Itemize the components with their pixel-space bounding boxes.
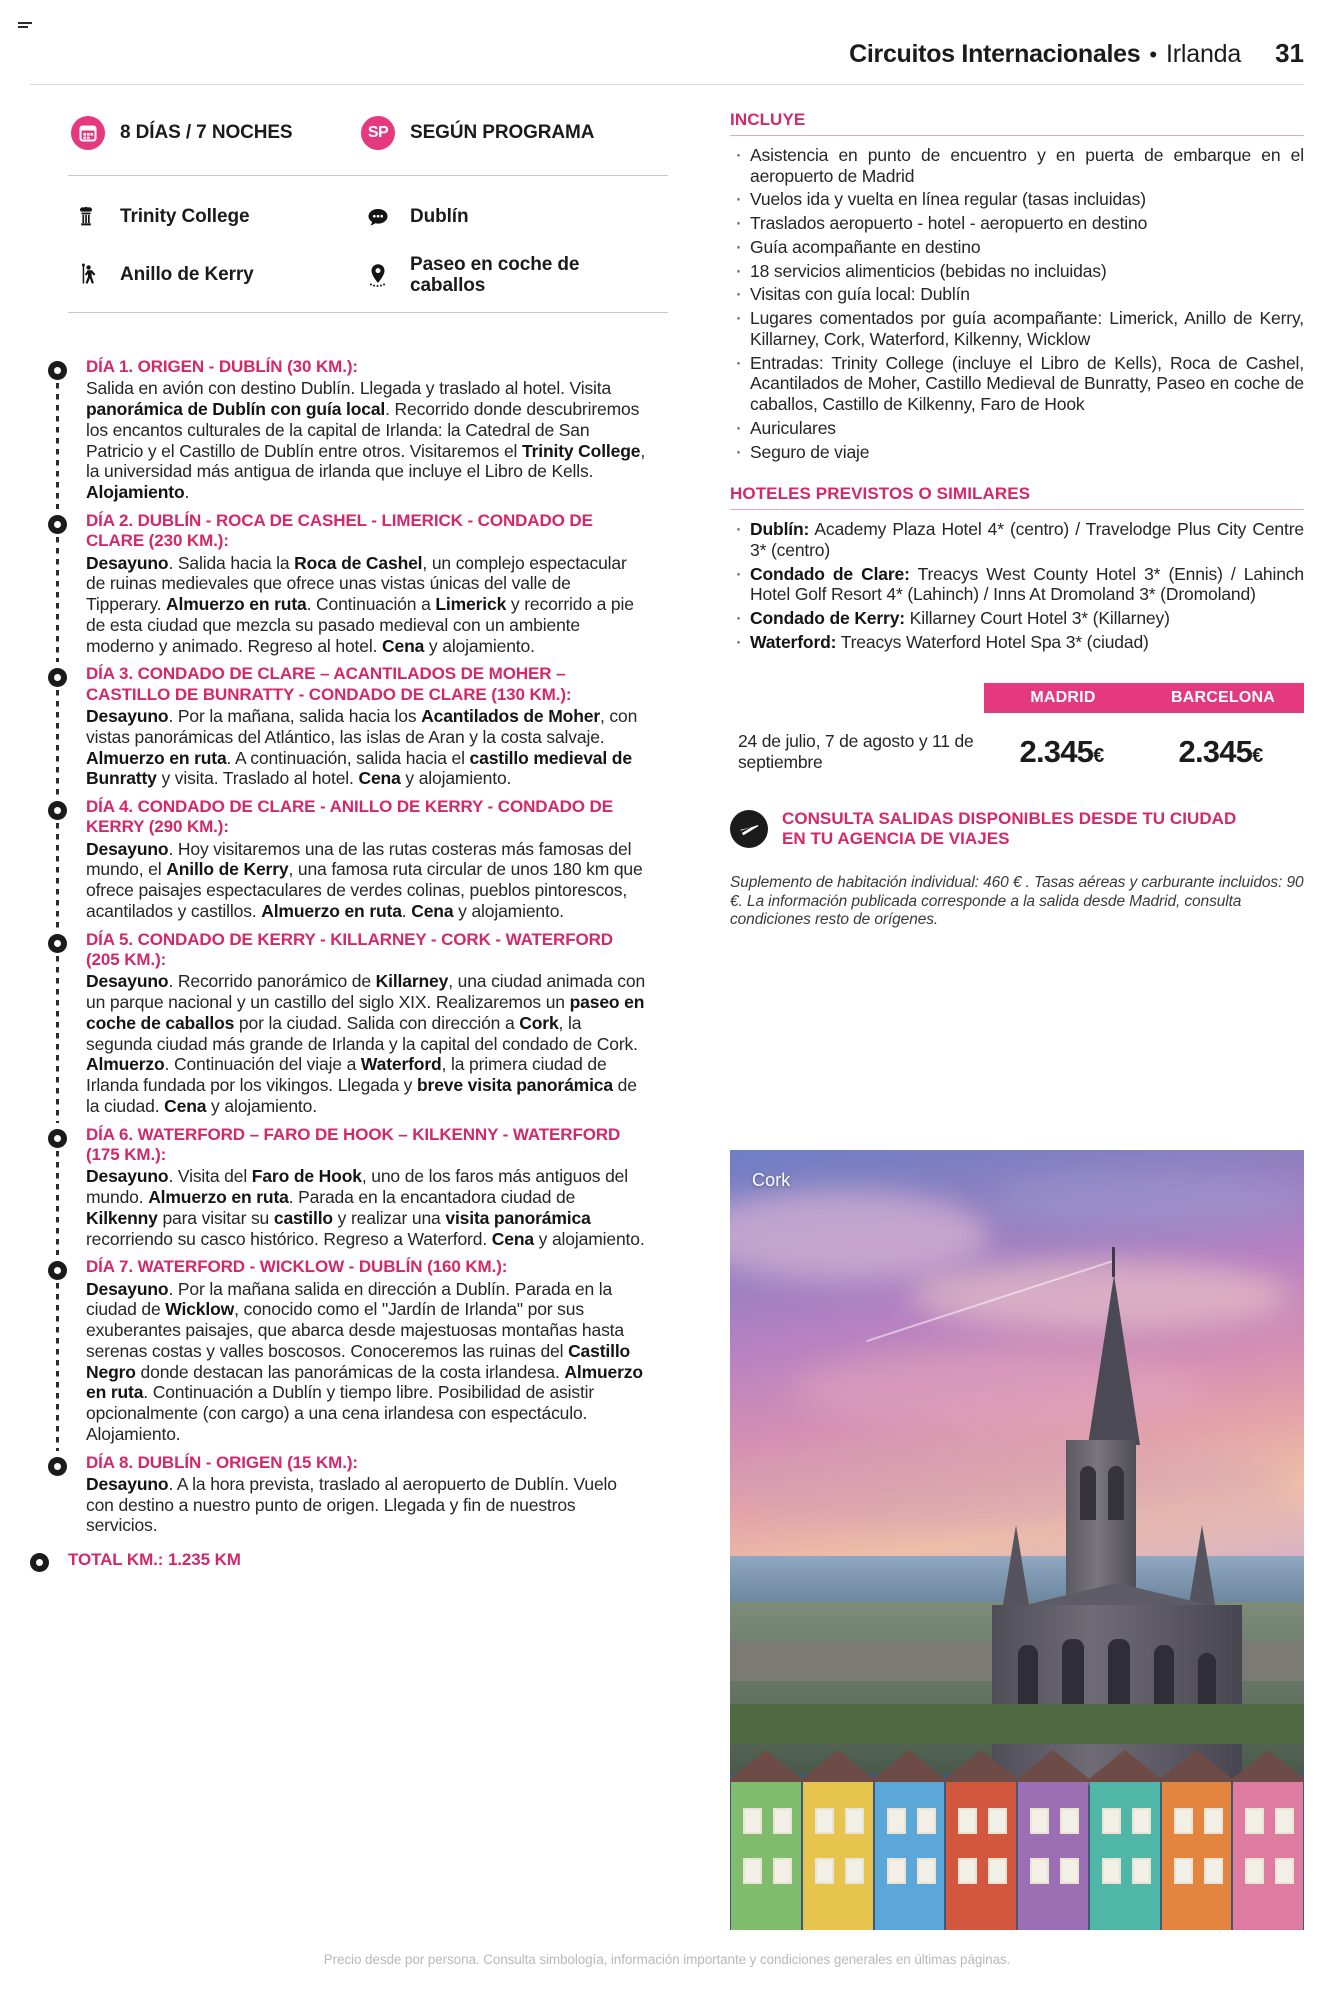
incluye-item: · Entradas: Trinity College (incluye el Libro de Kells), Roca de Cashel, Acantilados de Moher, Castillo Medieval de Bunratty, Paseo en coche de caballos, Castillo de Kilkenny, Faro de Hook — [730, 353, 1304, 415]
header-separator: • — [1149, 42, 1158, 67]
feature-label: Dublín — [410, 206, 469, 228]
incluye-item: · Visitas con guía local: Dublín — [730, 284, 1304, 305]
itinerary-day — [48, 1125, 648, 1250]
itinerary-day — [48, 930, 648, 1117]
speech-bubble-icon — [358, 197, 398, 237]
feature-label: Paseo en coche de caballos — [410, 253, 580, 296]
day-title: DÍA 6. WATERFORD – FARO DE HOOK – KILKENNY - WATERFORD (175 KM.): — [86, 1124, 621, 1164]
incluye-item: · 18 servicios alimenticios (bebidas no incluidas) — [730, 261, 1304, 282]
feature-dublin-guide — [358, 194, 648, 240]
day-title: DÍA 7. WATERFORD - WICKLOW - DUBLÍN (160 KM.): — [86, 1257, 508, 1277]
feature-label: Anillo de Kerry — [120, 264, 254, 286]
price-madrid-amount: 2.345 — [1019, 733, 1094, 769]
hiker-icon — [68, 255, 108, 295]
incluye-item: · Guía acompañante en destino — [730, 237, 1304, 258]
feature-trinity-college — [68, 194, 358, 240]
price-barcelona-amount: 2.345 — [1178, 733, 1253, 769]
crop-mark — [18, 22, 32, 31]
sp-badge-text: SP — [367, 124, 389, 141]
destination-photo — [730, 1150, 1304, 1930]
day-title: DÍA 3. CONDADO DE CLARE – ACANTILADOS DE MOHER – CASTILLO DE BUNRATTY - CONDADO DE CLARE (130 KM.): — [86, 664, 572, 704]
incluye-item: · Lugares comentados por guía acompañante: Limerick, Anillo de Kerry, Killarney, Cork, Waterford, Kilkenny, Wicklow — [730, 308, 1304, 349]
itinerary-day — [48, 357, 648, 503]
day-title: DÍA 4. CONDADO DE CLARE - ANILLO DE KERRY - CONDADO DE KERRY (290 KM.): — [86, 796, 613, 837]
page-number: 31 — [1275, 38, 1304, 68]
ring-bullet-icon — [48, 361, 67, 380]
header-country: Irlanda — [1166, 40, 1242, 68]
itinerary-day — [48, 1257, 648, 1444]
feature-duration — [68, 110, 358, 156]
ring-bullet-icon — [48, 1261, 67, 1280]
consulta-text — [782, 809, 1236, 850]
day-body: Desayuno. Recorrido panorámico de Killarney, una ciudad animada con un parque nacional y un castillo del siglo XIX. Realizaremos un paseo en coche de caballos por la ciudad. Salida con dirección a Cork, la segunda ciudad más grande de Irlanda y la capital del condado de Cork. Almuerzo. Continuación del viaje a Waterford, la primera ciudad de Irlanda fundada por los vikingos. Llegada y breve visita panorámica de la ciudad. Cena y alojamiento. — [86, 971, 646, 1116]
ring-bullet-icon — [48, 1129, 67, 1148]
hotel-item: · Condado de Kerry: Killarney Court Hotel 3* (Killarney) — [730, 608, 1304, 629]
plane-circle-icon — [730, 810, 768, 848]
itinerary-day — [48, 1453, 648, 1537]
incluye-item: · Seguro de viaje — [730, 442, 1304, 463]
calendar-icon — [68, 113, 108, 153]
page-title: Circuitos Internacionales — [849, 40, 1141, 68]
price-col-madrid: MADRID — [984, 683, 1142, 713]
day-body: Desayuno. Salida hacia la Roca de Cashel, un complejo espectacular de ruinas medievales que ofrece unas vistas únicas del valle de Tipperary. Almuerzo en ruta. Continuación a Limerick y recorrido a pie de esta ciudad que mezcla su pasado medieval con un ambiente moderno y animado. Regreso al hotel. Cena y alojamiento. — [86, 552, 634, 656]
currency-symbol: € — [1093, 744, 1104, 767]
day-title: DÍA 2. DUBLÍN - ROCA DE CASHEL - LIMERICK - CONDADO DE CLARE (230 KM.): — [86, 510, 593, 551]
hotel-item: · Condado de Clare: Treacys West County Hotel 3* (Ennis) / Lahinch Hotel Golf Resort 4* (Lahinch) / Inns At Dromoland 3* (Dromoland) — [730, 564, 1304, 605]
total-km-label: TOTAL KM.: 1.235 KM — [68, 1550, 241, 1570]
timeline-dotted-line — [56, 956, 59, 1123]
ring-bullet-icon — [48, 801, 67, 820]
hotel-item: · Dublín: Academy Plaza Hotel 4* (centro) / Travelodge Plus City Centre 3* (centro) — [730, 519, 1304, 560]
feature-anillo-kerry — [68, 252, 358, 298]
feature-label: Trinity College — [120, 206, 250, 228]
ring-bullet-icon — [48, 1457, 67, 1476]
itinerary-day — [48, 797, 648, 922]
ring-bullet-icon — [48, 934, 67, 953]
incluye-item: · Vuelos ida y vuelta en línea regular (tasas incluidas) — [730, 189, 1304, 210]
timeline-dotted-line — [56, 690, 59, 795]
consulta-line-2: EN TU AGENCIA DE VIAJES — [782, 829, 1010, 849]
timeline-dotted-line — [56, 537, 59, 662]
price-table-row — [730, 731, 1304, 773]
incluye-item: · Auriculares — [730, 418, 1304, 439]
feature-label: 8 DÍAS / 7 NOCHES — [120, 122, 293, 144]
photo-grass — [730, 1704, 1304, 1744]
total-km-row — [30, 1550, 670, 1570]
ring-bullet-icon — [30, 1553, 49, 1572]
consulta-salidas-banner — [730, 809, 1304, 850]
incluye-heading: INCLUYE — [730, 110, 1304, 136]
price-table — [730, 683, 1304, 773]
timeline-dotted-line — [56, 1283, 59, 1450]
departure-dates: 24 de julio, 7 de agosto y 11 de septiembre — [738, 730, 974, 772]
feature-program — [358, 110, 648, 156]
incluye-list — [730, 145, 1304, 462]
day-body: Desayuno. Por la mañana, salida hacia los Acantilados de Moher, con vistas panorámicas del Atlántico, las islas de Aran y la costa salvaje. Almuerzo en ruta. A continuación, salida hacia el castillo medieval de Bunratty y visita. Traslado al hotel. Cena y alojamiento. — [86, 706, 638, 789]
day-title: DÍA 8. DUBLÍN - ORIGEN (15 KM.): — [86, 1452, 358, 1472]
feature-label: SEGÚN PROGRAMA — [410, 122, 595, 144]
incluye-item: · Traslados aeropuerto - hotel - aeropuerto en destino — [730, 213, 1304, 234]
hotel-item: · Waterford: Treacys Waterford Hotel Spa 3* (ciudad) — [730, 632, 1304, 653]
photo-colored-houses — [730, 1740, 1304, 1930]
supplement-note: Suplemento de habitación individual: 460 € . Tasas aéreas y carburante incluidos: 90 €. La información publicada corresponde a la salida desde Madrid, consulta condiciones resto de orígenes. — [730, 874, 1304, 929]
photo-caption: Cork — [752, 1170, 791, 1190]
monument-icon — [68, 197, 108, 237]
feature-paseo-caballos — [358, 252, 648, 298]
page-header — [30, 38, 1304, 74]
price-madrid — [982, 734, 1141, 770]
day-title: DÍA 5. CONDADO DE KERRY - KILLARNEY - CORK - WATERFORD (205 KM.): — [86, 929, 613, 970]
timeline-dotted-line — [56, 823, 59, 928]
right-column — [730, 110, 1304, 930]
day-body: Desayuno. A la hora prevista, traslado al aeropuerto de Dublín. Vuelo con destino a nuestro punto de origen. Llegada y fin de nuestros servicios. — [86, 1473, 617, 1536]
timeline-dotted-line — [56, 1151, 59, 1256]
currency-symbol: € — [1252, 744, 1263, 767]
day-title: DÍA 1. ORIGEN - DUBLÍN (30 KM.): — [86, 357, 358, 376]
header-divider — [30, 84, 1304, 85]
incluye-item: · Asistencia en punto de encuentro y en puerta de embarque en el aeropuerto de Madrid — [730, 145, 1304, 186]
consulta-line-1: CONSULTA SALIDAS DISPONIBLES DESDE TU CIUDAD — [782, 808, 1237, 828]
left-column — [30, 110, 670, 1570]
price-table-header — [730, 683, 1304, 713]
day-body: Desayuno. Visita del Faro de Hook, uno de los faros más antiguos del mundo. Almuerzo en ruta. Parada en la encantadora ciudad de Kilkenny para visitar su castillo y realizar una visita panorámica recorriendo su casco histórico. Regreso a Waterford. Cena y alojamiento. — [86, 1166, 645, 1249]
page-footer: Precio desde por persona. Consulta simbología, información importante y condiciones generales en últimas páginas. — [323, 1952, 1011, 1967]
day-body: Salida en avión con destino Dublín. Llegada y traslado al hotel. Visita panorámica de Dublín con guía local. Recorrido donde descubriremos los encantos culturales de la capital de Irlanda: la Catedral de San Patricio y el Castillo de Dublín entre otros. Visitaremos el Trinity College, la universidad más antigua de irlanda que incluye el Libro de Kells. Alojamiento. — [86, 378, 646, 503]
itinerary-list — [48, 357, 648, 1536]
map-pin-icon — [358, 255, 398, 295]
day-body: Desayuno. Por la mañana salida en dirección a Dublín. Parada en la ciudad de Wicklow, conocido como el "Jardín de Irlanda" por sus exuberantes paisajes, que abarca desde majestuosas montañas hasta serenas costas y valles boscosos. Conoceremos las ruinas del Castillo Negro donde destacan las panorámicas de la costa irlandesa. Almuerzo en ruta. Continuación a Dublín y tiempo libre. Posibilidad de asistir opcionalmente (con cargo) a una cena irlandesa con espectáculo. Alojamiento. — [86, 1278, 643, 1444]
ring-bullet-icon — [48, 668, 67, 687]
hoteles-heading: HOTELES PREVISTOS O SIMILARES — [730, 484, 1304, 510]
timeline-dotted-line — [56, 383, 59, 509]
itinerary-day — [48, 664, 648, 789]
features-grid — [68, 110, 668, 313]
hoteles-list — [730, 519, 1304, 652]
price-barcelona — [1141, 734, 1300, 770]
ring-bullet-icon — [48, 515, 67, 534]
day-body: Desayuno. Hoy visitaremos una de las rutas costeras más famosas del mundo, el Anillo de Kerry, una famosa ruta circular de unos 180 km que ofrece paisajes espectaculares de verdes colinas, pueblos pintorescos, acantilados y castillos. Almuerzo en ruta. Cena y alojamiento. — [86, 838, 643, 921]
sp-badge-icon — [358, 113, 398, 153]
price-col-barcelona: BARCELONA — [1142, 683, 1304, 713]
itinerary-day — [48, 511, 648, 656]
